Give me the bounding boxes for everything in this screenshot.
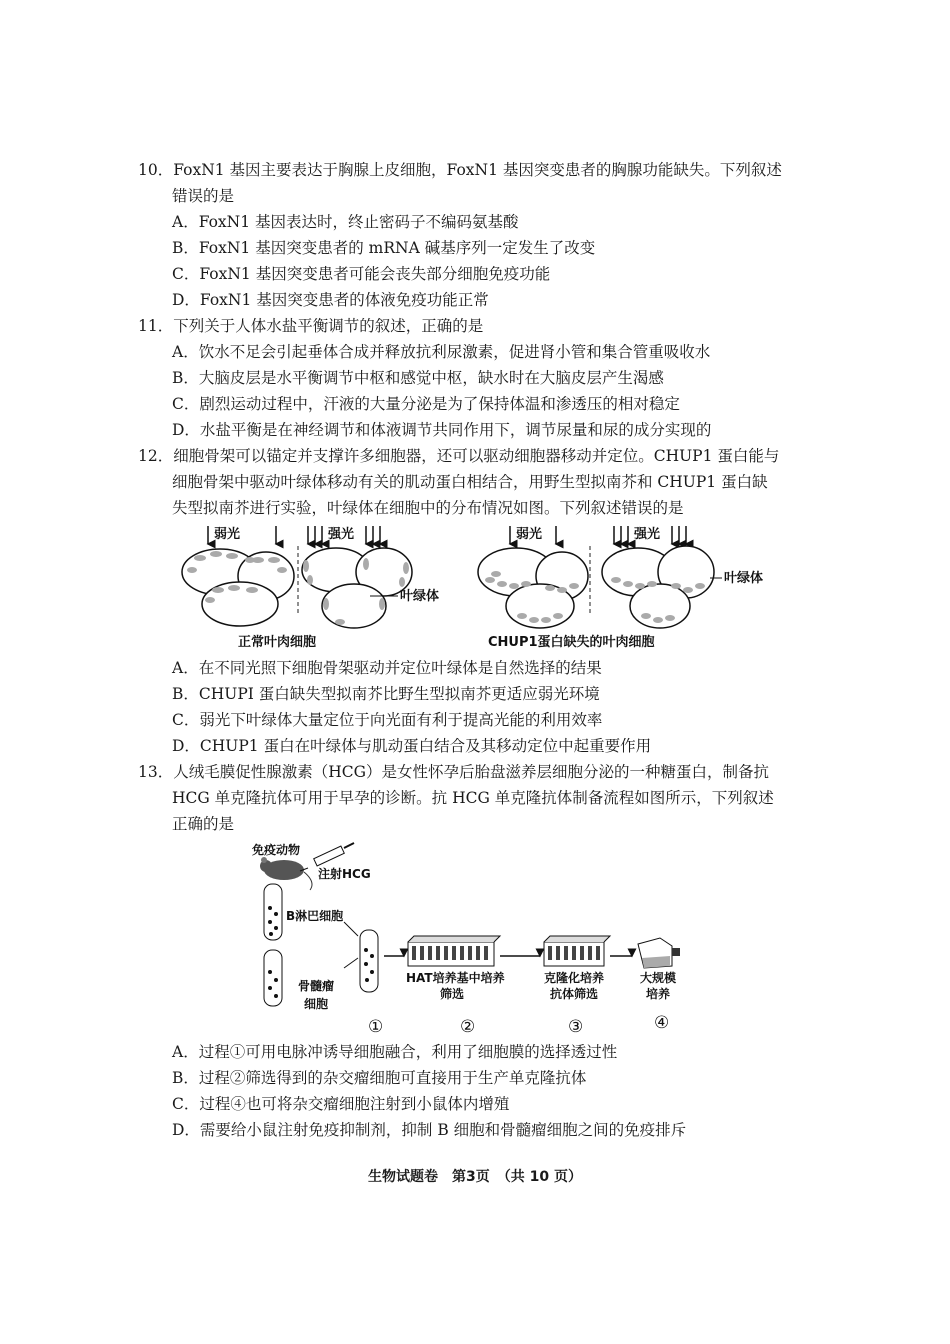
q10-option-a: A．FoxN1 基因表达时，终止密码子不编码氨基酸 — [172, 213, 519, 231]
scale-label-1: 大规模 — [640, 971, 677, 985]
inject-hcg-label: 注射HCG — [318, 867, 371, 881]
fusion-tube — [344, 922, 378, 992]
q10-stem-line1: 10．FoxN1 基因主要表达于胸腺上皮细胞，FoxN1 基因突变患者的胸腺功能缺失。下列叙述 — [138, 161, 782, 179]
q11-option-c: C．剧烈运动过程中，汗液的大量分泌是为了保持体温和渗透压的相对稳定 — [172, 395, 680, 413]
q11-option-b: B．大脑皮层是水平衡调节中枢和感觉中枢，缺水时在大脑皮层产生渴感 — [172, 369, 664, 387]
q10-stem-line2: 错误的是 — [172, 187, 235, 205]
q10-option-c: C．FoxN1 基因突变患者可能会丧失部分细胞免疫功能 — [172, 265, 551, 283]
weak-light-label-left: 弱光 — [214, 527, 241, 542]
chloroplast-figure — [170, 518, 790, 658]
antibody-flow-figure — [240, 838, 710, 1038]
b-cell-tube — [264, 884, 282, 940]
q13-stem-line3: 正确的是 — [172, 815, 235, 833]
hat-plate — [408, 936, 500, 966]
q11-stem: 11．下列关于人体水盐平衡调节的叙述，正确的是 — [138, 317, 484, 335]
q13-option-d: D．需要给小鼠注射免疫抑制剂，抑制 B 细胞和骨髓瘤细胞之间的免疫排斥 — [172, 1121, 687, 1139]
page-footer: 生物试题卷 第3页 （共 10 页） — [368, 1169, 582, 1185]
q10-option-b: B．FoxN1 基因突变患者的 mRNA 碱基序列一定发生了改变 — [172, 239, 596, 257]
hat-label-2: 筛选 — [440, 987, 465, 1001]
weak-light-label-right: 弱光 — [516, 527, 543, 542]
q12-option-a: A．在不同光照下细胞骨架驱动并定位叶绿体是自然选择的结果 — [172, 659, 602, 677]
hat-label-1: HAT培养基中培养 — [406, 971, 505, 985]
q12-option-b: B．CHUPI 蛋白缺失型拟南芥比野生型拟南芥更适应弱光环境 — [172, 685, 600, 703]
q13-stem-line2: HCG 单克隆抗体可用于早孕的诊断。抗 HCG 单克隆抗体制备流程如图所示，下列叙述 — [172, 789, 774, 807]
caption-chup1-cells: CHUP1蛋白缺失的叶肉细胞 — [488, 635, 655, 650]
chup1-deficient-cells-diagram — [478, 526, 763, 650]
q13-option-a: A．过程①可用电脉冲诱导细胞融合，利用了细胞膜的选择透过性 — [172, 1043, 618, 1061]
q11-option-d: D．水盐平衡是在神经调节和体液调节共同作用下，调节尿量和尿的成分实现的 — [172, 421, 712, 439]
normal-cells-diagram — [182, 526, 439, 650]
scale-label-2: 培养 — [646, 987, 671, 1001]
step-2: ② — [460, 1017, 476, 1037]
myeloma-tube — [264, 950, 282, 1006]
q12-option-c: C．弱光下叶绿体大量定位于向光面有利于提高光能的利用效率 — [172, 711, 603, 729]
myeloma-label-1: 骨髓瘤 — [298, 979, 335, 993]
clone-label-2: 抗体筛选 — [550, 987, 599, 1001]
chloroplast-label-right: 叶绿体 — [724, 571, 764, 586]
step-1: ① — [368, 1017, 384, 1037]
clone-label-1: 克隆化培养 — [544, 971, 605, 985]
myeloma-label-2: 细胞 — [304, 997, 329, 1011]
q13-option-c: C．过程④也可将杂交瘤细胞注射到小鼠体内增殖 — [172, 1095, 510, 1113]
culture-bottle-icon — [638, 938, 680, 968]
q10-option-d: D．FoxN1 基因突变患者的体液免疫功能正常 — [172, 291, 489, 309]
caption-normal-cells: 正常叶肉细胞 — [238, 635, 317, 650]
q12-stem-line3: 失型拟南芥进行实验，叶绿体在细胞中的分布情况如图。下列叙述错误的是 — [172, 499, 684, 517]
q13-stem-line1: 13．人绒毛膜促性腺激素（HCG）是女性怀孕后胎盘滋养层细胞分泌的一种糖蛋白，制备抗 — [138, 763, 769, 781]
chloroplast-label-left: 叶绿体 — [400, 589, 440, 604]
q13-option-b: B．过程②筛选得到的杂交瘤细胞可直接用于生产单克隆抗体 — [172, 1069, 587, 1087]
b-cell-label: B淋巴细胞 — [286, 909, 344, 923]
strong-light-label-right: 强光 — [634, 527, 661, 542]
q11-option-a: A．饮水不足会引起垂体合成并释放抗利尿激素，促进肾小管和集合管重吸收水 — [172, 343, 711, 361]
q12-stem-line1: 12．细胞骨架可以锚定并支撑许多细胞器，还可以驱动细胞器移动并定位。CHUP1 蛋白能与 — [138, 447, 780, 465]
step-4: ④ — [654, 1013, 670, 1033]
step-3: ③ — [568, 1017, 584, 1037]
strong-light-label-left: 强光 — [328, 527, 355, 542]
clone-plate — [544, 936, 610, 966]
q12-option-d: D．CHUP1 蛋白在叶绿体与肌动蛋白结合及其移动定位中起重要作用 — [172, 737, 652, 755]
immune-animal-label: 免疫动物 — [252, 843, 301, 857]
q12-stem-line2: 细胞骨架中驱动叶绿体移动有关的肌动蛋白相结合，用野生型拟南芥和 CHUP1 蛋白缺 — [172, 473, 768, 491]
